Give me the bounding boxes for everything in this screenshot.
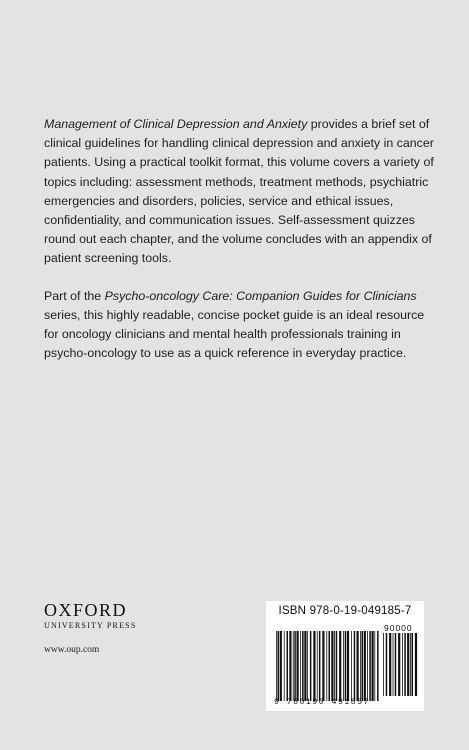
publisher-logo	[44, 600, 164, 632]
barcode-main-icon	[276, 631, 380, 701]
barcode-bar	[336, 631, 338, 701]
barcode-bar	[369, 631, 371, 701]
barcode-bar	[280, 631, 282, 701]
barcode-bar	[276, 631, 277, 701]
barcode-bar	[307, 631, 308, 701]
cover-blurb	[44, 115, 434, 363]
barcode-bar	[343, 631, 344, 701]
blurb-paragraph-1-text: provides a brief set of clinical guidelines for handling clinical depression and anxiety in cancer patients. Using a practical toolkit format, this volume covers a variety of topics including: assessment methods, treatment methods, psychiatric emergencies and disorders, policies, service and ethical issues, confidentiality, and communication issues. Self-assessment quizzes round out each chapter, and the volume concludes with an appendix of patient screening tools.	[44, 117, 434, 266]
blurb-paragraph-2-lead: Part of the	[44, 288, 105, 303]
publisher-subtitle: UNIVERSITY PRESS	[44, 621, 137, 630]
barcode-bar	[300, 631, 301, 701]
barcode-bar	[402, 633, 403, 696]
barcode-digits: 9 780190 491857	[274, 698, 371, 707]
barcode-bar	[304, 631, 306, 701]
barcode-bar	[313, 631, 315, 701]
barcode-bar	[278, 631, 280, 701]
barcode-bar	[297, 631, 299, 701]
barcode-bar	[362, 631, 364, 701]
barcode-bar	[331, 631, 333, 701]
blurb-paragraph-1	[44, 115, 434, 269]
barcode-bar	[389, 633, 391, 696]
barcode-bar	[357, 631, 359, 701]
barcode-bar	[364, 631, 366, 701]
barcode-panel	[266, 601, 424, 711]
barcode-bar	[310, 631, 312, 701]
barcode-bar	[404, 633, 406, 696]
barcode-addon-icon	[383, 633, 418, 696]
barcode-bar	[393, 633, 394, 696]
barcode-bar	[326, 631, 327, 701]
barcode-bar	[383, 633, 384, 696]
barcode-bar	[322, 631, 324, 701]
barcode-bar	[284, 631, 285, 701]
barcode-bar	[354, 631, 356, 701]
barcode-bar	[317, 631, 318, 701]
barcode-bar	[386, 633, 388, 696]
barcode-bar	[372, 631, 374, 701]
barcode-bar	[398, 633, 400, 696]
barcode-bar	[289, 631, 291, 701]
price-code: 90000	[384, 623, 413, 633]
blurb-paragraph-2-text: series, this highly readable, concise pocket guide is an ideal resource for oncology clinicians and mental health professionals training in psycho-oncology to use as a quick reference in everyday practice.	[44, 307, 425, 361]
series-title: Psycho-oncology Care: Companion Guides for Clinicians	[104, 288, 417, 303]
barcode-bar	[302, 631, 304, 701]
barcode-bar	[407, 633, 409, 696]
barcode-bar	[294, 631, 296, 701]
barcode-bar	[347, 631, 349, 701]
barcode-bar	[339, 631, 341, 701]
barcode-bar	[334, 631, 335, 701]
barcode-bar	[345, 631, 347, 701]
barcode-bar	[367, 631, 368, 701]
barcode-bar	[410, 633, 411, 696]
barcode-bar	[351, 631, 352, 701]
publisher-name: OXFORD	[44, 600, 128, 620]
barcode-bar	[293, 631, 294, 701]
barcode-bar	[395, 633, 397, 696]
barcode-bar	[287, 631, 289, 701]
barcode-bar	[415, 633, 417, 696]
isbn-label: ISBN 978-0-19-049185-7	[278, 605, 412, 617]
barcode-bar	[329, 631, 331, 701]
barcode-bar	[360, 631, 361, 701]
barcode-bar	[374, 631, 375, 701]
barcode-bar	[412, 633, 414, 696]
book-title: Management of Clinical Depression and Anxiety	[44, 117, 308, 131]
barcode-bar	[377, 631, 379, 701]
publisher-url: www.oup.com	[44, 645, 100, 655]
blurb-paragraph-2	[44, 287, 434, 364]
barcode-bar	[319, 631, 321, 701]
